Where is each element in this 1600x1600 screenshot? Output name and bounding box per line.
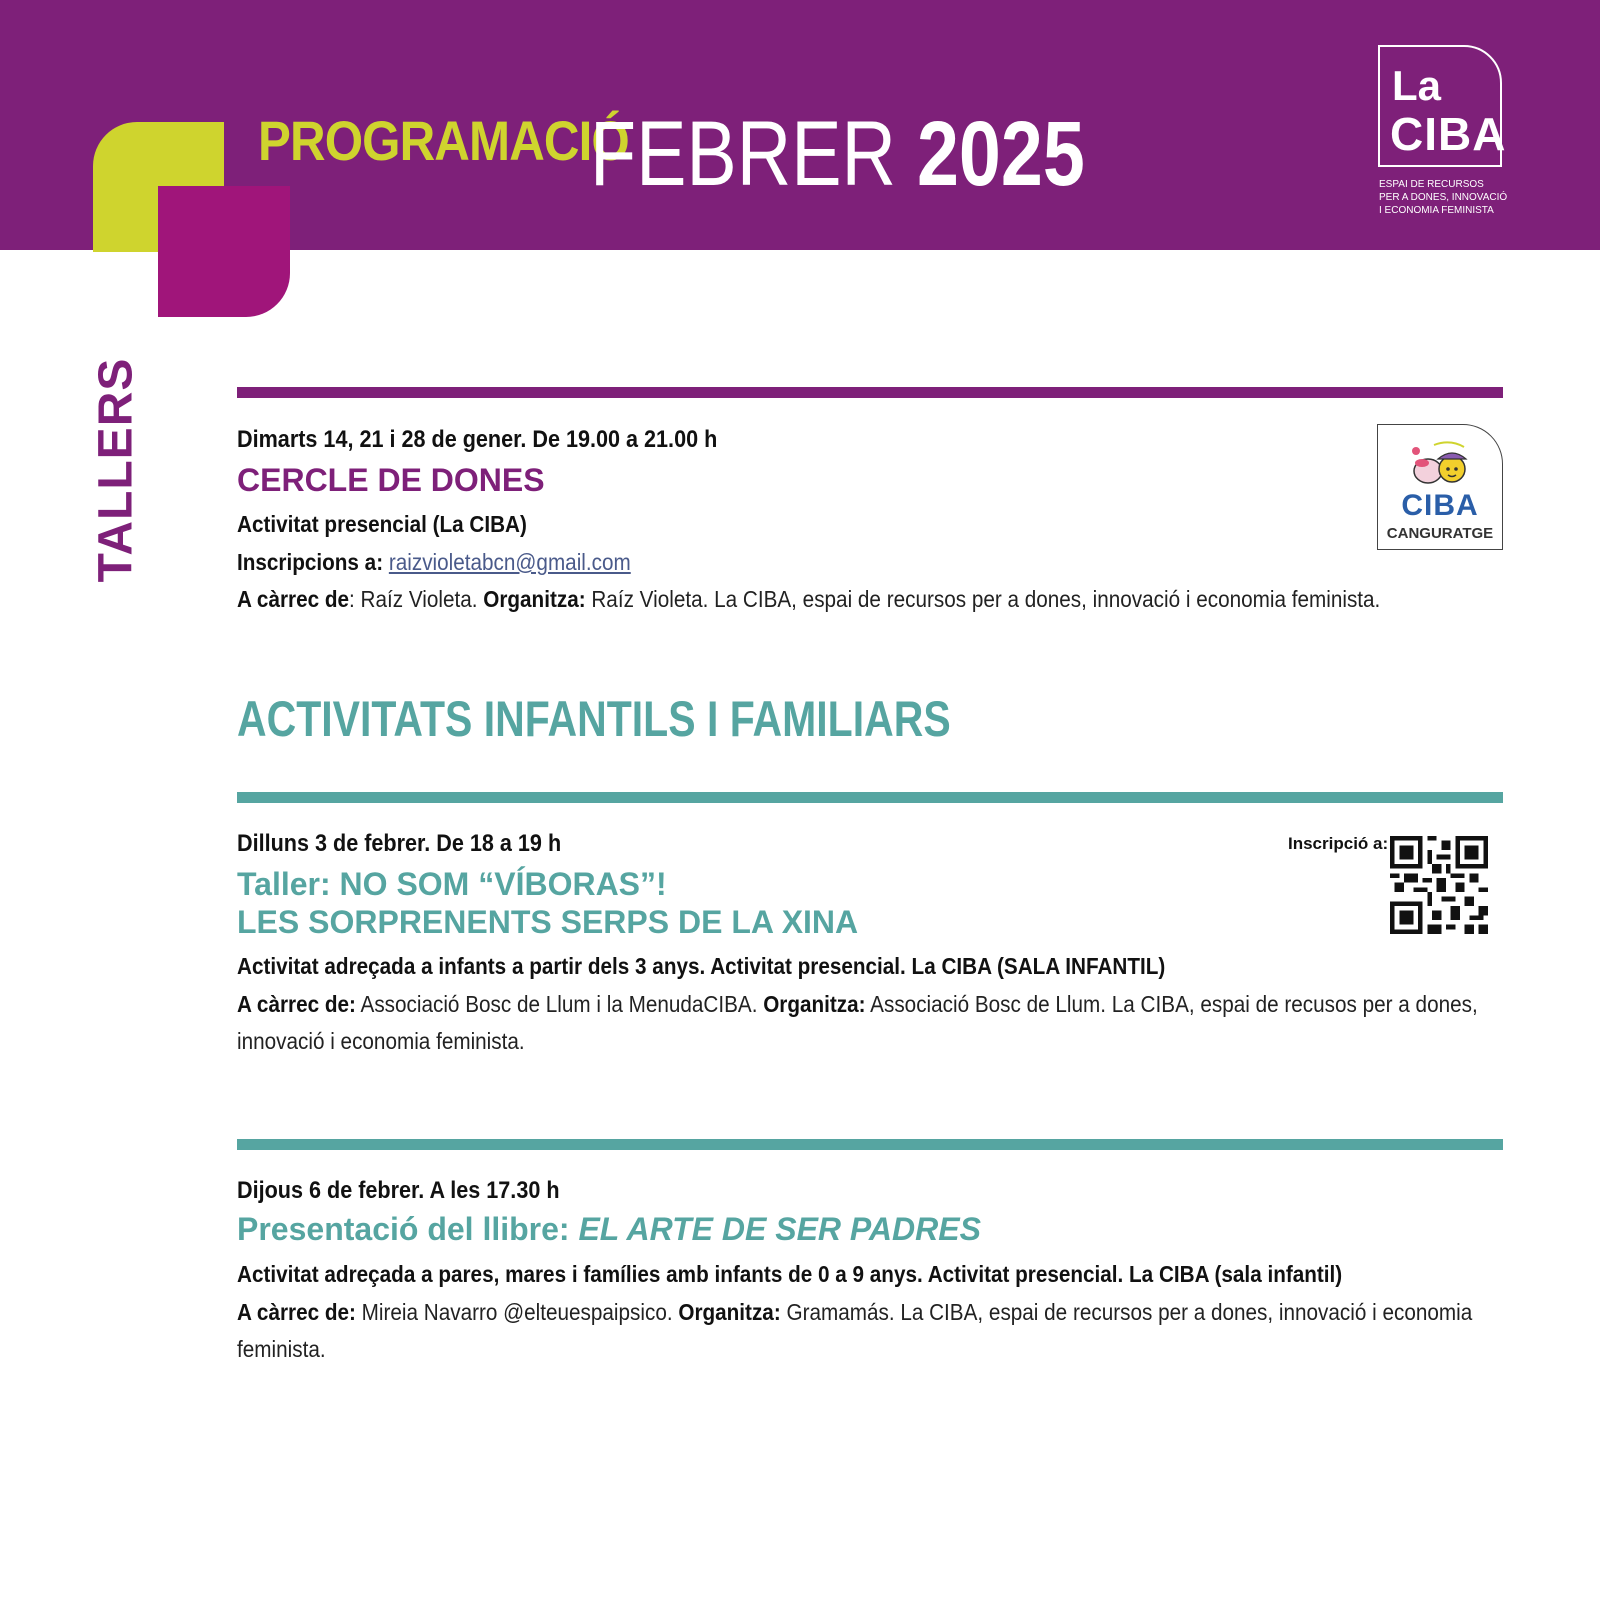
event1-organitza-label: Organitza:	[483, 586, 586, 612]
event3-credits	[237, 1299, 1472, 1326]
la-ciba-logo	[1378, 45, 1507, 167]
divider-teal-1	[237, 792, 1503, 803]
event1-inscriptions	[237, 549, 631, 576]
header-programacio: PROGRAMACIÓ	[258, 109, 629, 172]
canguratge-brand: CIBA	[1401, 489, 1479, 522]
event1-organitza-value: Raíz Violeta. La CIBA, espai de recursos per a dones, innovació i economia feminista.	[585, 586, 1381, 612]
event2-credits	[237, 991, 1478, 1018]
logo-tagline-1: ESPAI DE RECURSOS	[1379, 179, 1484, 190]
canguratge-badge	[1377, 424, 1503, 550]
event1-mode	[237, 511, 527, 538]
event2-date: Dilluns 3 de febrer. De 18 a 19 h	[237, 830, 562, 857]
event3-organitza-value: Gramamás. La CIBA, espai de recursos per a dones, innovació i economia	[780, 1299, 1473, 1325]
side-label-tallers	[89, 357, 143, 583]
logo-tagline	[1379, 178, 1549, 217]
decorative-magenta-shape	[158, 186, 290, 317]
logo-ciba: CIBA	[1390, 108, 1507, 160]
canguratge-label: CANGURATGE	[1386, 525, 1494, 542]
event2-organitza-label: Organitza:	[763, 991, 866, 1017]
event3-audience	[237, 1261, 1342, 1288]
section-title: ACTIVITATS INFANTILS I FAMILIARS	[237, 691, 951, 747]
event1-carrec-value: : Raíz Violeta.	[349, 586, 484, 612]
event2-carrec-label: A càrrec de:	[237, 991, 356, 1017]
event3-carrec-value: Mireia Navarro @elteuespaipsico.	[355, 1299, 679, 1325]
event2-audience-text: Activitat adreçada a infants a partir dels 3 anys. Activitat presencial. La CIBA (SALA INFANTIL)	[237, 953, 1166, 979]
event2-credits-line2: innovació i economia feminista.	[237, 1028, 525, 1054]
menuda-mascot-icon	[1404, 439, 1478, 491]
event2-title-line1: Taller: NO SOM “VÍBORAS”!	[237, 866, 667, 902]
event2-audience	[237, 953, 1165, 980]
event1-insc-label: Inscripcions a:	[237, 549, 384, 575]
event1-mode-text: Activitat presencial (La CIBA)	[237, 511, 527, 537]
event3-book-title: EL ARTE DE SER PADRES	[578, 1211, 981, 1247]
event2-organitza-value: Associació Bosc de Llum. La CIBA, espai de recusos per a dones,	[865, 991, 1478, 1017]
event1-date: Dimarts 14, 21 i 28 de gener. De 19.00 a 21.00 h	[237, 426, 718, 453]
event1-carrec-label: A càrrec de	[237, 586, 350, 612]
event3-organitza-label: Organitza:	[678, 1299, 781, 1325]
event1-title: CERCLE DE DONES	[237, 462, 545, 498]
event3-carrec-label: A càrrec de:	[237, 1299, 356, 1325]
header-year: 2025	[916, 103, 1085, 205]
divider-purple	[237, 387, 1503, 398]
header-month: FEBRER	[590, 103, 897, 205]
header-month-year	[590, 103, 1085, 205]
event3-credits-line2: feminista.	[237, 1336, 326, 1362]
divider-teal-2	[237, 1139, 1503, 1150]
event3-date: Dijous 6 de febrer. A les 17.30 h	[237, 1177, 560, 1204]
event3-audience-text: Activitat adreçada a pares, mares i famílies amb infants de 0 a 9 anys. Activitat presencial. La CIBA (sala infantil)	[237, 1261, 1343, 1287]
qr-code-icon[interactable]	[1390, 836, 1488, 934]
event2-title-line2: LES SORPRENENTS SERPS DE LA XINA	[237, 904, 859, 940]
event2-carrec-value: Associació Bosc de Llum i la MenudaCIBA.	[355, 991, 764, 1017]
event3-title-prefix: Presentació del llibre:	[237, 1211, 579, 1247]
side-label-text: TALLERS	[89, 357, 143, 583]
event3-title	[237, 1211, 981, 1248]
logo-la: La	[1392, 62, 1442, 109]
logo-tagline-2: PER A DONES, INNOVACIÓ	[1379, 192, 1508, 203]
event1-credits	[237, 586, 1380, 613]
logo-tagline-3: I ECONOMIA FEMINISTA	[1379, 205, 1494, 216]
qr-label: Inscripció a:	[1288, 834, 1389, 853]
event1-email-link[interactable]: raizvioletabcn@gmail.com	[388, 549, 631, 575]
